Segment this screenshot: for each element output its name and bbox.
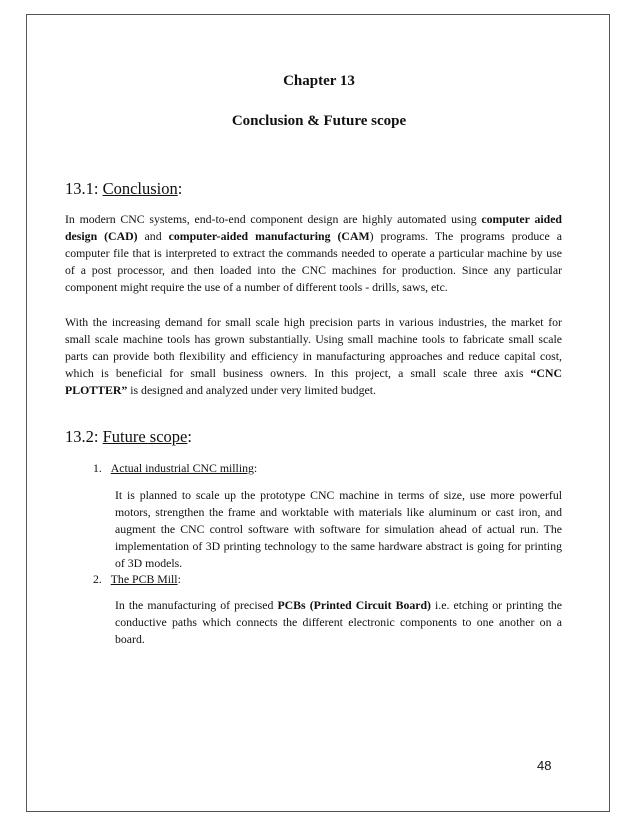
list-item-1-heading — [93, 461, 257, 476]
list-item-2-heading — [93, 572, 181, 587]
text: and — [137, 229, 169, 243]
section-heading-conclusion — [65, 179, 182, 199]
page-border — [26, 14, 610, 812]
list-item-title: The PCB Mill — [110, 572, 178, 586]
list-colon: : — [177, 572, 181, 586]
section-title: Future scope — [102, 427, 188, 446]
list-item-2-body — [115, 597, 562, 648]
conclusion-paragraph-1 — [65, 211, 562, 296]
list-number: 1. — [93, 461, 102, 475]
text: In the manufacturing of precised — [115, 598, 278, 612]
chapter-title: Conclusion & Future scope — [231, 113, 407, 129]
section-number: 13.1: — [65, 179, 103, 198]
list-colon: : — [253, 461, 258, 475]
list-item-title: Actual industrial CNC milling — [110, 461, 254, 475]
bold-text: computer-aided manufacturing (CAM — [168, 229, 370, 243]
list-item-1-body: It is planned to scale up the prototype CNC machine in terms of size, use more powerful motors, strengthen the frame and worktable with materials like aluminum or cast iron, and augment the CNC control software with software for simulation ahead of actual run. The implementation of 3D printing technology to the same hardware abstract is going for printing of 3D models. — [115, 488, 562, 570]
conclusion-paragraph-2 — [65, 314, 562, 399]
text: ) programs. The programs produce a computer file that is interpreted to extract the commands needed to operate a particular machine by use of a post processor, and then loaded into the CNC machines for production. Since any particular component might require the use of a number of different tools - drills, saws, etc. — [65, 229, 562, 294]
bold-text: computer aided design (CAD) — [65, 212, 562, 243]
bold-text: “CNC PLOTTER” — [65, 366, 562, 397]
section-title: Conclusion — [102, 179, 178, 198]
section-colon: : — [177, 179, 183, 198]
text: With the increasing demand for small scale high precision parts in various industries, the market for small scale machine tools has grown substantially. Using small machine tools to fabricate small scale parts can provide both flexibility and efficiency in manufacturing approaches and reduce capital cost, which is beneficial for small business owners. In this project, a small scale three axis — [65, 315, 562, 380]
text: i.e. etching or printing the conductive paths which connects the different electronic components to one another on a board. — [115, 598, 562, 646]
chapter-number: Chapter 13 — [283, 73, 355, 89]
section-number: 13.2: — [65, 427, 103, 446]
bold-text: PCBs (Printed Circuit Board) — [277, 598, 431, 612]
section-colon: : — [187, 427, 192, 446]
page-number: 48 — [537, 758, 552, 773]
text: In modern CNC systems, end-to-end component design are highly automated using — [65, 212, 482, 226]
section-heading-future-scope — [65, 427, 192, 447]
text: is designed and analyzed under very limited budget. — [127, 383, 376, 397]
list-number: 2. — [93, 572, 102, 586]
